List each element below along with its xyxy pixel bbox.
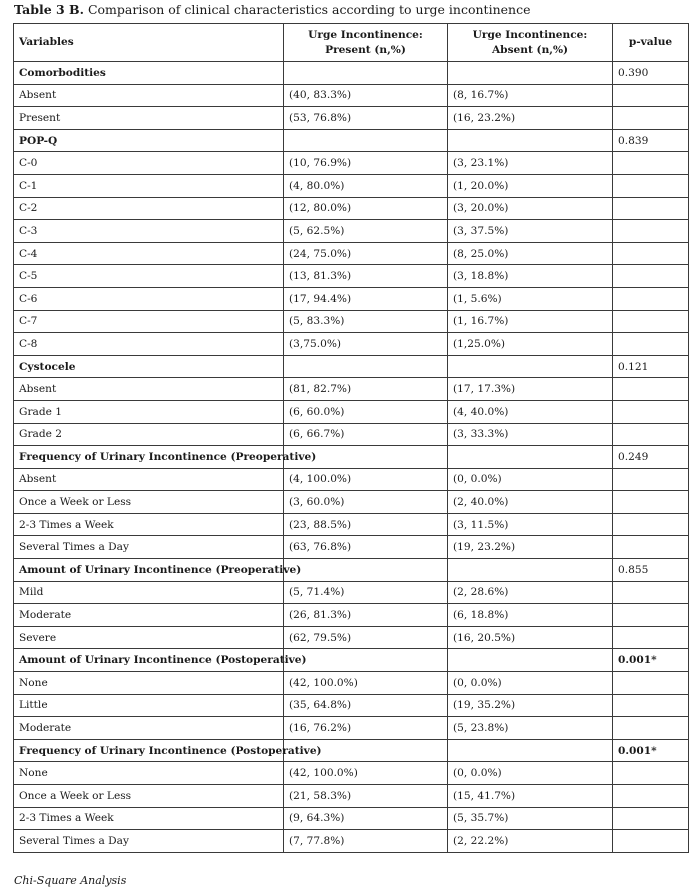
present-value: (17, 94.4%) bbox=[284, 287, 448, 310]
row-label: POP-Q bbox=[14, 129, 284, 152]
row-label: Grade 1 bbox=[14, 400, 284, 423]
row-label: C-6 bbox=[14, 287, 284, 310]
footnote: Chi-Square Analysis bbox=[14, 874, 127, 887]
table-row bbox=[14, 513, 689, 536]
p-value bbox=[613, 694, 689, 717]
row-label: Moderate bbox=[14, 604, 284, 627]
p-value bbox=[613, 423, 689, 446]
row-label: Once a Week or Less bbox=[14, 785, 284, 808]
row-label: Several Times a Day bbox=[14, 830, 284, 853]
section-row bbox=[14, 446, 689, 469]
p-value bbox=[613, 626, 689, 649]
p-value bbox=[613, 807, 689, 830]
p-value bbox=[613, 491, 689, 514]
absent-value bbox=[448, 649, 613, 672]
absent-value: (0, 0.0%) bbox=[448, 468, 613, 491]
p-value: 0.001* bbox=[613, 649, 689, 672]
present-value: (6, 60.0%) bbox=[284, 400, 448, 423]
row-label: C-5 bbox=[14, 265, 284, 288]
absent-value: (8, 25.0%) bbox=[448, 242, 613, 265]
table-row bbox=[14, 468, 689, 491]
table-row bbox=[14, 672, 689, 695]
absent-value: (3, 33.3%) bbox=[448, 423, 613, 446]
present-value: (24, 75.0%) bbox=[284, 242, 448, 265]
p-value: 0.249 bbox=[613, 446, 689, 469]
p-value: 0.001* bbox=[613, 739, 689, 762]
table-row bbox=[14, 694, 689, 717]
table-row bbox=[14, 333, 689, 356]
absent-value: (1, 16.7%) bbox=[448, 310, 613, 333]
table-row bbox=[14, 581, 689, 604]
row-label: C-0 bbox=[14, 152, 284, 175]
present-value bbox=[284, 62, 448, 85]
row-label: Grade 2 bbox=[14, 423, 284, 446]
table-row bbox=[14, 378, 689, 401]
present-value: (16, 76.2%) bbox=[284, 717, 448, 740]
row-label: C-3 bbox=[14, 220, 284, 243]
row-label: Frequency of Urinary Incontinence (Preoperative) bbox=[14, 446, 284, 469]
row-label: Present bbox=[14, 107, 284, 130]
row-label: None bbox=[14, 762, 284, 785]
present-value bbox=[284, 559, 448, 582]
absent-value: (1,25.0%) bbox=[448, 333, 613, 356]
section-row bbox=[14, 355, 689, 378]
table-row bbox=[14, 107, 689, 130]
p-value bbox=[613, 672, 689, 695]
row-label: Frequency of Urinary Incontinence (Postoperative) bbox=[14, 739, 284, 762]
row-label: C-1 bbox=[14, 174, 284, 197]
p-value bbox=[613, 536, 689, 559]
comparison-table bbox=[13, 23, 689, 853]
absent-value: (3, 23.1%) bbox=[448, 152, 613, 175]
section-row bbox=[14, 649, 689, 672]
row-label: Amount of Urinary Incontinence (Preoperative) bbox=[14, 559, 284, 582]
absent-value: (0, 0.0%) bbox=[448, 672, 613, 695]
present-value: (26, 81.3%) bbox=[284, 604, 448, 627]
absent-value: (2, 22.2%) bbox=[448, 830, 613, 853]
table-row bbox=[14, 197, 689, 220]
absent-value: (3, 20.0%) bbox=[448, 197, 613, 220]
row-label: Absent bbox=[14, 84, 284, 107]
table-row bbox=[14, 265, 689, 288]
absent-value: (16, 23.2%) bbox=[448, 107, 613, 130]
header-present bbox=[284, 24, 448, 62]
section-row bbox=[14, 559, 689, 582]
p-value bbox=[613, 762, 689, 785]
table-row bbox=[14, 174, 689, 197]
table-body bbox=[14, 62, 689, 853]
row-label: Little bbox=[14, 694, 284, 717]
row-label: Cystocele bbox=[14, 355, 284, 378]
absent-value bbox=[448, 739, 613, 762]
present-value: (5, 83.3%) bbox=[284, 310, 448, 333]
absent-value bbox=[448, 355, 613, 378]
row-label: Severe bbox=[14, 626, 284, 649]
present-value bbox=[284, 129, 448, 152]
row-label: C-8 bbox=[14, 333, 284, 356]
p-value bbox=[613, 604, 689, 627]
present-value bbox=[284, 355, 448, 378]
row-label: C-7 bbox=[14, 310, 284, 333]
row-label: 2-3 Times a Week bbox=[14, 807, 284, 830]
table-row bbox=[14, 242, 689, 265]
absent-value: (3, 11.5%) bbox=[448, 513, 613, 536]
row-label: C-2 bbox=[14, 197, 284, 220]
p-value: 0.121 bbox=[613, 355, 689, 378]
p-value bbox=[613, 310, 689, 333]
present-value: (4, 100.0%) bbox=[284, 468, 448, 491]
table-caption bbox=[14, 2, 694, 18]
p-value bbox=[613, 717, 689, 740]
row-label: Mild bbox=[14, 581, 284, 604]
table-row bbox=[14, 400, 689, 423]
table-row bbox=[14, 423, 689, 446]
p-value bbox=[613, 152, 689, 175]
present-value: (23, 88.5%) bbox=[284, 513, 448, 536]
p-value bbox=[613, 785, 689, 808]
absent-value: (8, 16.7%) bbox=[448, 84, 613, 107]
table-row bbox=[14, 807, 689, 830]
row-label: Comorbodities bbox=[14, 62, 284, 85]
row-label: Several Times a Day bbox=[14, 536, 284, 559]
p-value: 0.390 bbox=[613, 62, 689, 85]
row-label: Moderate bbox=[14, 717, 284, 740]
table-row bbox=[14, 310, 689, 333]
present-value: (5, 71.4%) bbox=[284, 581, 448, 604]
p-value bbox=[613, 830, 689, 853]
absent-value: (15, 41.7%) bbox=[448, 785, 613, 808]
absent-value: (3, 37.5%) bbox=[448, 220, 613, 243]
absent-value: (2, 28.6%) bbox=[448, 581, 613, 604]
present-value: (42, 100.0%) bbox=[284, 672, 448, 695]
present-value: (3, 60.0%) bbox=[284, 491, 448, 514]
section-row bbox=[14, 62, 689, 85]
row-label: Once a Week or Less bbox=[14, 491, 284, 514]
absent-value bbox=[448, 129, 613, 152]
p-value bbox=[613, 107, 689, 130]
p-value bbox=[613, 333, 689, 356]
present-value bbox=[284, 649, 448, 672]
table-row bbox=[14, 84, 689, 107]
absent-value: (6, 18.8%) bbox=[448, 604, 613, 627]
p-value bbox=[613, 197, 689, 220]
p-value bbox=[613, 287, 689, 310]
p-value bbox=[613, 174, 689, 197]
p-value bbox=[613, 513, 689, 536]
p-value bbox=[613, 378, 689, 401]
table-header-row bbox=[14, 24, 689, 62]
present-value: (12, 80.0%) bbox=[284, 197, 448, 220]
table-row bbox=[14, 287, 689, 310]
header-absent-text: Urge Incontinence: Absent (n,%) bbox=[472, 28, 588, 56]
p-value bbox=[613, 468, 689, 491]
absent-value bbox=[448, 62, 613, 85]
absent-value: (16, 20.5%) bbox=[448, 626, 613, 649]
absent-value: (0, 0.0%) bbox=[448, 762, 613, 785]
present-value: (13, 81.3%) bbox=[284, 265, 448, 288]
section-row bbox=[14, 129, 689, 152]
row-label: Amount of Urinary Incontinence (Postoperative) bbox=[14, 649, 284, 672]
table-row bbox=[14, 220, 689, 243]
p-value bbox=[613, 581, 689, 604]
absent-value: (2, 40.0%) bbox=[448, 491, 613, 514]
present-value: (35, 64.8%) bbox=[284, 694, 448, 717]
present-value: (40, 83.3%) bbox=[284, 84, 448, 107]
present-value: (6, 66.7%) bbox=[284, 423, 448, 446]
absent-value: (17, 17.3%) bbox=[448, 378, 613, 401]
p-value bbox=[613, 242, 689, 265]
absent-value: (19, 35.2%) bbox=[448, 694, 613, 717]
table-row bbox=[14, 491, 689, 514]
table-caption-label: Table 3 B. bbox=[14, 2, 84, 17]
section-row bbox=[14, 739, 689, 762]
table-caption-text: Comparison of clinical characteristics according to urge incontinence bbox=[83, 2, 531, 17]
table-row bbox=[14, 830, 689, 853]
absent-value: (5, 23.8%) bbox=[448, 717, 613, 740]
p-value bbox=[613, 265, 689, 288]
table-row bbox=[14, 626, 689, 649]
row-label: C-4 bbox=[14, 242, 284, 265]
present-value: (62, 79.5%) bbox=[284, 626, 448, 649]
header-variables: Variables bbox=[14, 24, 284, 62]
p-value: 0.855 bbox=[613, 559, 689, 582]
absent-value: (1, 5.6%) bbox=[448, 287, 613, 310]
absent-value: (3, 18.8%) bbox=[448, 265, 613, 288]
table-row bbox=[14, 717, 689, 740]
present-value: (3,75.0%) bbox=[284, 333, 448, 356]
absent-value: (5, 35.7%) bbox=[448, 807, 613, 830]
row-label: Absent bbox=[14, 468, 284, 491]
row-label: None bbox=[14, 672, 284, 695]
p-value bbox=[613, 220, 689, 243]
table-row bbox=[14, 152, 689, 175]
table-row bbox=[14, 604, 689, 627]
present-value: (5, 62.5%) bbox=[284, 220, 448, 243]
absent-value: (1, 20.0%) bbox=[448, 174, 613, 197]
header-p-value: p-value bbox=[613, 24, 689, 62]
p-value bbox=[613, 400, 689, 423]
present-value: (81, 82.7%) bbox=[284, 378, 448, 401]
row-label: Absent bbox=[14, 378, 284, 401]
present-value: (21, 58.3%) bbox=[284, 785, 448, 808]
row-label: 2-3 Times a Week bbox=[14, 513, 284, 536]
present-value: (53, 76.8%) bbox=[284, 107, 448, 130]
absent-value: (19, 23.2%) bbox=[448, 536, 613, 559]
table-row bbox=[14, 762, 689, 785]
header-absent bbox=[448, 24, 613, 62]
present-value: (9, 64.3%) bbox=[284, 807, 448, 830]
present-value: (42, 100.0%) bbox=[284, 762, 448, 785]
header-present-text: Urge Incontinence: Present (n,%) bbox=[308, 28, 423, 56]
p-value: 0.839 bbox=[613, 129, 689, 152]
present-value: (4, 80.0%) bbox=[284, 174, 448, 197]
present-value: (63, 76.8%) bbox=[284, 536, 448, 559]
absent-value bbox=[448, 559, 613, 582]
p-value bbox=[613, 84, 689, 107]
absent-value bbox=[448, 446, 613, 469]
table-row bbox=[14, 536, 689, 559]
present-value: (7, 77.8%) bbox=[284, 830, 448, 853]
present-value: (10, 76.9%) bbox=[284, 152, 448, 175]
absent-value: (4, 40.0%) bbox=[448, 400, 613, 423]
table-row bbox=[14, 785, 689, 808]
